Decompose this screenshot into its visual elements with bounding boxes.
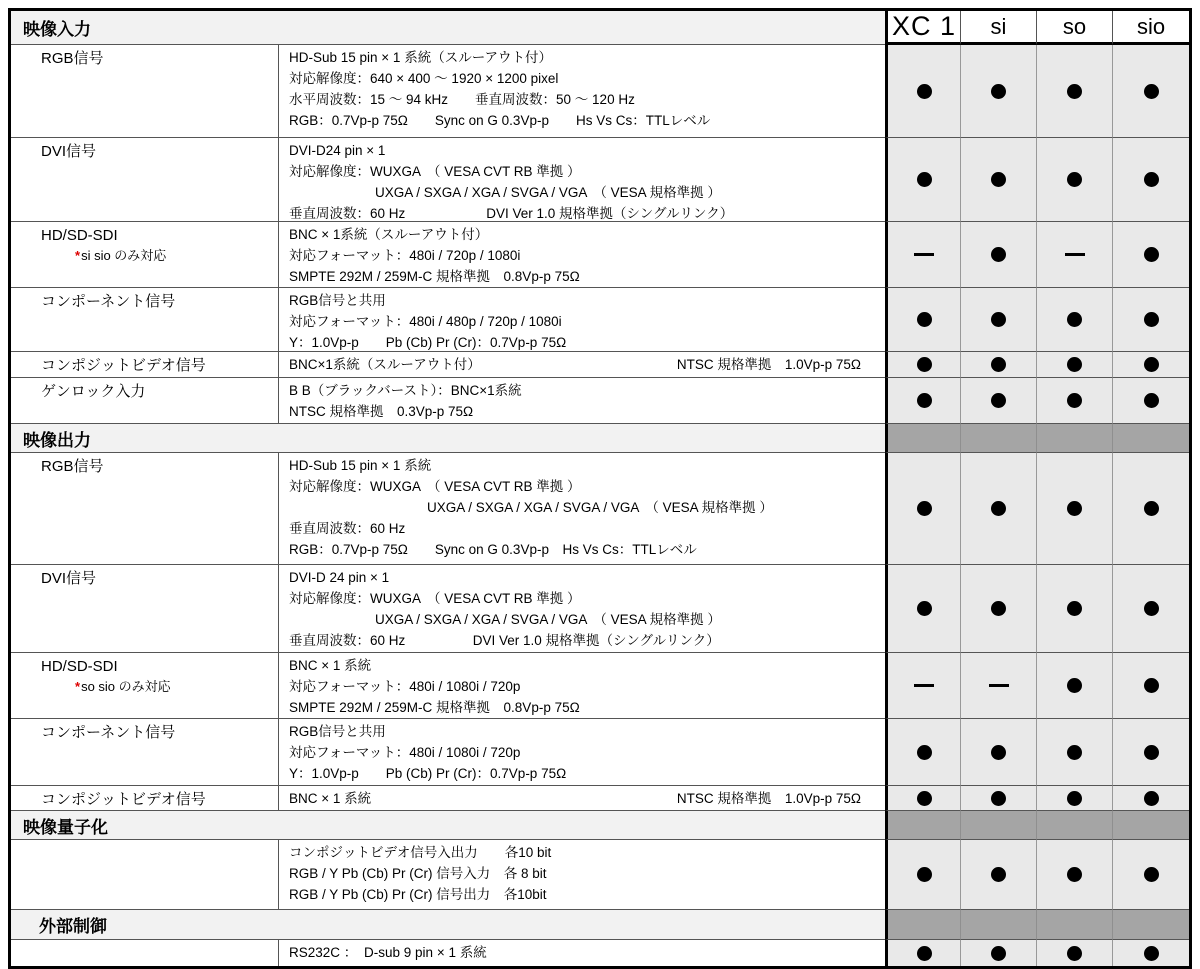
mark-sio [1113,352,1189,378]
spec-line: BNC × 1 系統 [289,658,372,673]
section-band-video-output [11,424,1189,453]
mark-si [961,565,1037,653]
spec-line: B B（ブラックバースト）：BNC×1系統 [289,383,522,398]
mark-so [1037,222,1113,288]
mark-sio [1113,453,1189,565]
spec-line: DVI-D 24 pin × 1 [289,570,390,585]
spec-line: コンポジットビデオ信号入出力 各10 bit [289,845,552,860]
mark-so [1037,453,1113,565]
row-input-genlock [11,378,1189,424]
mark-sio [1113,940,1189,966]
dark-cell [1113,424,1189,453]
spec-line: 対応解像度：WUXGA （ VESA CVT RB 準拠 ） [289,479,581,494]
spec-line: NTSC 規格準拠 0.3Vp-p 75Ω [289,404,474,419]
dark-cell [1037,424,1113,453]
dark-cell [961,910,1037,940]
mark-si [961,288,1037,352]
mark-so [1037,565,1113,653]
spec-table [8,8,1192,969]
dark-cell [1037,910,1113,940]
spec-line: HD-Sub 15 pin × 1 系統 [289,458,432,473]
mark-so [1037,653,1113,719]
spec-line: BNC×1系統（スルーアウト付） NTSC 規格準拠 1.0Vp-p 75Ω [279,354,885,375]
mark-si [961,840,1037,910]
mark-sio [1113,222,1189,288]
mark-xc1 [885,138,961,222]
row-input-sdi [11,222,1189,288]
mark-xc1 [885,786,961,811]
spec-line: BNC × 1系統（スルーアウト付） [289,227,489,242]
mark-so [1037,45,1113,138]
spec-line: UXGA / SXGA / XGA / SVGA / VGA （ VESA 規格準拠 ） [375,185,721,200]
row-input-dvi [11,138,1189,222]
row-rs232c [11,940,1189,966]
mark-so [1037,940,1113,966]
row-quantization [11,840,1189,910]
spec-line: DVI-D24 pin × 1 [289,143,386,158]
spec-line: SMPTE 292M / 259M-C 規格準拠 0.8Vp-p 75Ω [289,700,580,715]
row-output-sdi [11,653,1189,719]
mark-si [961,138,1037,222]
row-note: *so sio のみ対応 [75,679,171,694]
spec-line: RS232C ： D-sub 9 pin × 1 系統 [289,945,487,960]
row-label: HD/SD-SDI [41,658,118,675]
dark-cell [885,424,961,453]
mark-sio [1113,288,1189,352]
mark-sio [1113,138,1189,222]
dark-cell [1113,811,1189,840]
mark-so [1037,378,1113,424]
row-label: コンポーネント信号 [41,293,176,310]
model-header-si: si [961,11,1037,45]
spec-line: 対応解像度：WUXGA （ VESA CVT RB 準拠 ） [289,164,581,179]
spec-line: BNC × 1 系統 NTSC 規格準拠 1.0Vp-p 75Ω [279,788,885,809]
mark-si [961,719,1037,786]
row-note: *si sio のみ対応 [75,248,167,263]
row-label: DVI信号 [41,143,97,160]
dark-cell [1113,910,1189,940]
mark-si [961,940,1037,966]
section-title-external-control: 外部制御 [11,910,885,940]
spec-line: SMPTE 292M / 259M-C 規格準拠 0.8Vp-p 75Ω [289,269,580,284]
mark-xc1 [885,222,961,288]
mark-sio [1113,786,1189,811]
section-title-quantization: 映像量子化 [11,811,885,840]
spec-line: UXGA / SXGA / XGA / SVGA / VGA （ VESA 規格準拠 ） [427,500,773,515]
mark-so [1037,288,1113,352]
spec-line: Y：1.0Vp-p Pb (Cb) Pr (Cr)：0.7Vp-p 75Ω [289,335,567,350]
spec-line: RGB：0.7Vp-p 75Ω Sync on G 0.3Vp-p Hs Vs Cs：TTLレベル [289,542,697,557]
mark-xc1 [885,45,961,138]
spec-line: 垂直周波数：60 Hz [289,521,406,536]
spec-line: 水平周波数：15 ～ 94 kHz 垂直周波数：50 ～ 120 Hz [289,92,635,107]
asterisk: * [75,248,81,263]
dark-cell [885,910,961,940]
spec-line: 対応解像度：WUXGA （ VESA CVT RB 準拠 ） [289,591,581,606]
section-title-video-input: 映像入力 [11,11,885,45]
row-label: コンポーネント信号 [41,724,176,741]
dark-cell [885,811,961,840]
row-label: DVI信号 [41,570,97,587]
mark-sio [1113,840,1189,910]
mark-so [1037,840,1113,910]
spec-right: NTSC 規格準拠 1.0Vp-p 75Ω [676,791,861,806]
mark-xc1 [885,453,961,565]
mark-xc1 [885,719,961,786]
section-band-quantization [11,811,1189,840]
dark-cell [1037,811,1113,840]
spec-line: 垂直周波数：60 Hz DVI Ver 1.0 規格準拠（シングルリンク） [289,633,720,648]
row-input-component [11,288,1189,352]
mark-sio [1113,719,1189,786]
mark-si [961,352,1037,378]
spec-right: NTSC 規格準拠 1.0Vp-p 75Ω [676,357,861,372]
row-label: RGB信号 [41,50,104,67]
row-label: コンポジットビデオ信号 [41,791,206,808]
spec-line: Y：1.0Vp-p Pb (Cb) Pr (Cr)：0.7Vp-p 75Ω [289,766,567,781]
mark-si [961,786,1037,811]
spec-line: RGB / Y Pb (Cb) Pr (Cr) 信号入力 各 8 bit [289,866,547,881]
mark-so [1037,352,1113,378]
spec-line: RGB：0.7Vp-p 75Ω Sync on G 0.3Vp-p Hs Vs Cs：TTLレベル [289,113,711,128]
row-label: RGB信号 [41,458,104,475]
spec-line: RGB信号と共用 [289,293,386,308]
mark-si [961,222,1037,288]
row-input-rgb [11,45,1189,138]
mark-xc1 [885,653,961,719]
row-output-component [11,719,1189,786]
header-row [11,11,1189,45]
mark-si [961,45,1037,138]
model-header-sio: sio [1113,11,1189,45]
model-header-so: so [1037,11,1113,45]
row-label: ゲンロック入力 [41,383,146,400]
spec-line: 対応フォーマット：480i / 1080i / 720p [289,745,521,760]
mark-so [1037,786,1113,811]
spec-line: RGB / Y Pb (Cb) Pr (Cr) 信号出力 各10bit [289,887,547,902]
spec-line: 対応解像度：640 × 400 ～ 1920 × 1200 pixel [289,71,559,86]
dark-cell [961,811,1037,840]
row-input-composite [11,352,1189,378]
mark-so [1037,138,1113,222]
row-label: コンポジットビデオ信号 [41,357,206,374]
mark-xc1 [885,940,961,966]
spec-line: 対応フォーマット：480i / 480p / 720p / 1080i [289,314,562,329]
model-header-xc1: XC 1 [885,11,961,45]
row-output-composite [11,786,1189,811]
dark-cell [961,424,1037,453]
spec-line: UXGA / SXGA / XGA / SVGA / VGA （ VESA 規格準拠 ） [375,612,721,627]
spec-line: HD-Sub 15 pin × 1 系統（スルーアウト付） [289,50,553,65]
mark-xc1 [885,352,961,378]
mark-xc1 [885,378,961,424]
mark-si [961,653,1037,719]
section-band-external-control [11,910,1189,940]
mark-sio [1113,653,1189,719]
mark-si [961,378,1037,424]
asterisk: * [75,679,81,694]
row-label: HD/SD-SDI [41,227,118,244]
row-output-rgb [11,453,1189,565]
mark-xc1 [885,288,961,352]
spec-line: 対応フォーマット：480i / 1080i / 720p [289,679,521,694]
spec-line: 垂直周波数：60 Hz DVI Ver 1.0 規格準拠（シングルリンク） [289,206,734,221]
mark-xc1 [885,840,961,910]
mark-sio [1113,45,1189,138]
spec-line: 対応フォーマット：480i / 720p / 1080i [289,248,521,263]
mark-sio [1113,565,1189,653]
mark-si [961,453,1037,565]
section-title-video-output: 映像出力 [11,424,885,453]
mark-so [1037,719,1113,786]
mark-xc1 [885,565,961,653]
row-output-dvi [11,565,1189,653]
mark-sio [1113,378,1189,424]
spec-line: RGB信号と共用 [289,724,386,739]
